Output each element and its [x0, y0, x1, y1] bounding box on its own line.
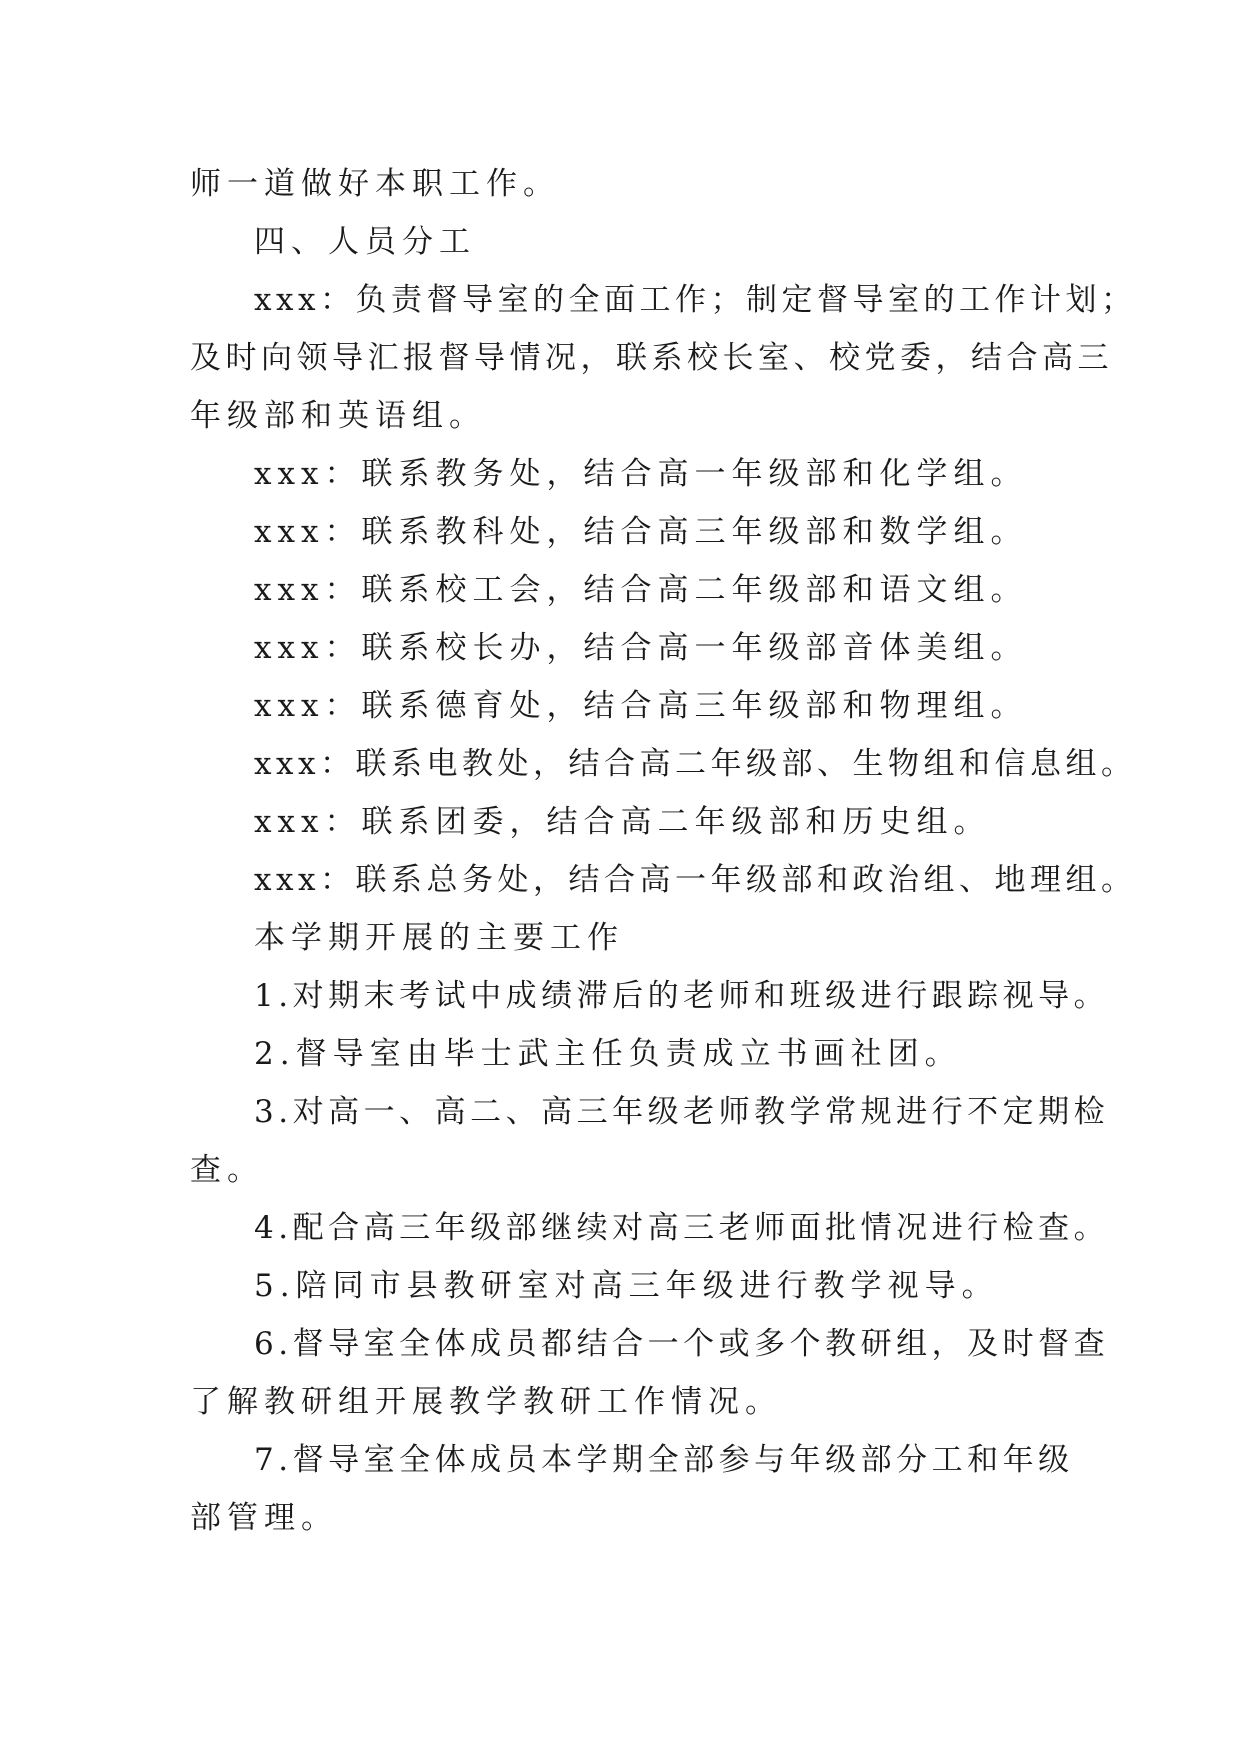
text-line: xxx：联系德育处，结合高三年级部和物理组。: [254, 688, 1028, 724]
list-item: 5.陪同市县教研室对高三年级进行教学视导。: [254, 1268, 999, 1304]
list-item: 1.对期末考试中成绩滞后的老师和班级进行跟踪视导。: [254, 978, 1110, 1014]
text-line: xxx：联系电教处，结合高二年级部、生物组和信息组。: [254, 746, 1137, 782]
text-line: xxx：联系校工会，结合高二年级部和语文组。: [254, 572, 1028, 608]
list-item: 7.督导室全体成员本学期全部参与年级部分工和年级: [254, 1442, 1074, 1478]
list-item: 6.督导室全体成员都结合一个或多个教研组，及时督查: [254, 1326, 1110, 1362]
text-line: xxx：联系团委，结合高二年级部和历史组。: [254, 804, 991, 840]
list-item: 4.配合高三年级部继续对高三老师面批情况进行检查。: [254, 1210, 1110, 1246]
text-line: 及时向领导汇报督导情况，联系校长室、校党委，结合高三: [190, 340, 1113, 376]
text-line: 师一道做好本职工作。: [190, 166, 560, 202]
section-heading-personnel: 四、人员分工: [254, 224, 476, 260]
text-line: 查。: [190, 1152, 264, 1188]
text-line: xxx：联系校长办，结合高一年级部音体美组。: [254, 630, 1028, 666]
list-item: 2.督导室由毕士武主任负责成立书画社团。: [254, 1036, 962, 1072]
text-line: 年级部和英语组。: [190, 398, 486, 434]
text-line: 部管理。: [190, 1500, 338, 1536]
document-body: [190, 155, 1137, 1547]
text-line: xxx：负责督导室的全面工作；制定督导室的工作计划；: [254, 282, 1137, 318]
text-line: xxx：联系总务处，结合高一年级部和政治组、地理组。: [254, 862, 1137, 898]
section-heading-main-work: 本学期开展的主要工作: [254, 920, 624, 956]
text-line: xxx：联系教务处，结合高一年级部和化学组。: [254, 456, 1028, 492]
text-line: 了解教研组开展教学教研工作情况。: [190, 1384, 782, 1420]
text-line: xxx：联系教科处，结合高三年级部和数学组。: [254, 514, 1028, 550]
list-item: 3.对高一、高二、高三年级老师教学常规进行不定期检: [254, 1094, 1110, 1130]
